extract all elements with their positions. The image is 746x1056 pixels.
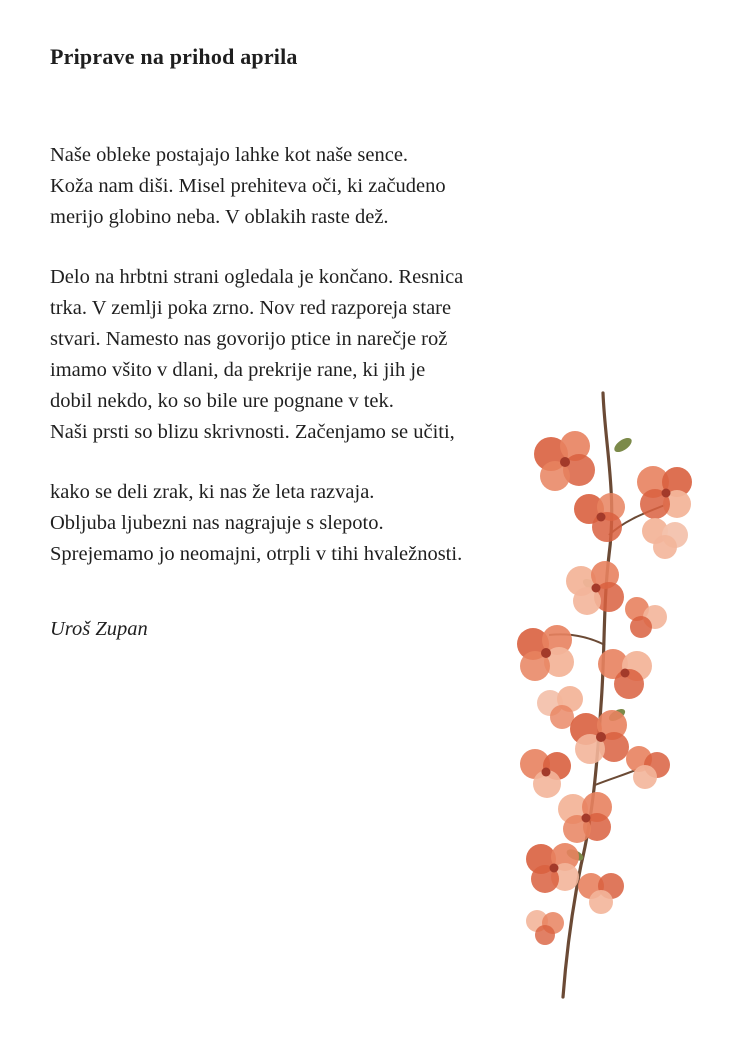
poem-line: imamo všito v dlani, da prekrije rane, ki jih je xyxy=(50,359,426,381)
blossom xyxy=(626,746,670,789)
blossom xyxy=(570,710,629,764)
poem-line: kako se deli zrak, ki nas že leta razvaja. xyxy=(50,481,375,503)
blossom xyxy=(526,843,579,893)
poem-line: Obljuba ljubezni nas nagrajuje s slepoto. xyxy=(50,512,384,534)
leaf xyxy=(612,435,634,455)
blossom xyxy=(566,561,624,615)
blossom xyxy=(534,431,595,491)
blossom xyxy=(574,493,625,542)
blossom xyxy=(637,466,692,519)
poem-line: Sprejemamo jo neomajni, otrpli v tihi hvaležnosti. xyxy=(50,543,463,565)
poem-title: Priprave na prihod aprila xyxy=(50,44,298,69)
poem-body xyxy=(50,140,570,599)
poem-line: merijo globino neba. V oblakih raste dež. xyxy=(50,206,389,228)
stanza-1 xyxy=(50,140,570,233)
blossom-branch-icon xyxy=(505,385,725,1005)
poem-line: dobil nekdo, ko so bile ure pognane v tek. xyxy=(50,390,394,412)
blossom xyxy=(517,625,574,681)
blossom xyxy=(558,792,612,843)
poem-line: trka. V zemlji poka zrno. Nov red razporeja stare xyxy=(50,297,452,319)
blossom xyxy=(642,518,688,559)
poem-line: Delo na hrbtni strani ogledala je končano. Resnica xyxy=(50,266,464,288)
stanza-2 xyxy=(50,262,570,448)
poem-author: Uroš Zupan xyxy=(50,618,148,640)
blossom xyxy=(520,749,571,798)
poem-line: stvari. Namesto nas govorijo ptice in narečje rož xyxy=(50,328,448,350)
blossom xyxy=(625,597,667,638)
stanza-3 xyxy=(50,477,570,570)
blossom xyxy=(578,873,624,914)
blossom xyxy=(526,910,564,945)
blossom xyxy=(598,649,652,699)
poem-line: Naši prsti so blizu skrivnosti. Začenjamo se učiti, xyxy=(50,421,455,443)
poem-line: Naše obleke postajajo lahke kot naše sence. xyxy=(50,144,409,166)
poem-line: Koža nam diši. Misel prehiteva oči, ki začudeno xyxy=(50,175,446,197)
